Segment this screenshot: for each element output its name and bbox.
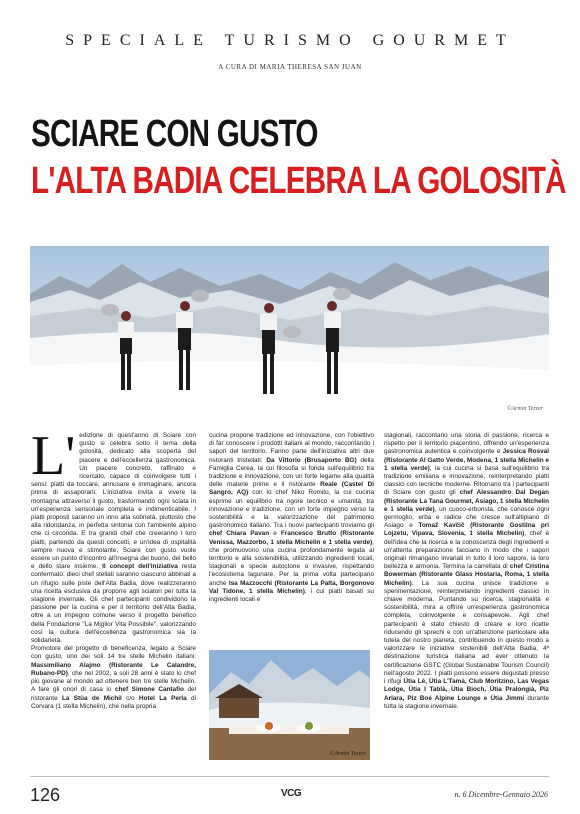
paragraph: Promotore del progetto di beneficenza, legato a Sciare con gusto, uno dei soli 14 tre stelle Michelin italiani: Massimiliano Alajmo (Ristorante Le Calandre, Rubano-PD), che nel 2002, a soli 28 anni è stato lo chef più giovane al mondo ad ottenere ben tre stelle Michelin. A fare gli onori di casa lo chef Simone Cantafio del ristorante La Stüa de Michil c/o Hotel La Perla di Corvara (1 stella Michelin), che nella propria bbox=[31, 645, 196, 710]
article-title: SCIARE CON GUSTO bbox=[31, 113, 318, 155]
magazine-logo: VCG bbox=[281, 788, 302, 799]
paragraph: edizione di quest'anno di Sciare con gusto si celebra sotto il tema della golosità, dedicato alla scoperta del piacere e dell'eccellenza gastronomica. Un piacere concreto, raffinato e ricercato, capace di coinvolgere tutti i sensi: piatti da toccare, annusare e immaginare, ancora prima di assaporarli. L'iniziativa invita a vivere la montagna attraverso il gusto, trasformando ogni sciata in un'esperienza sensoriale completa e indimenticabile. I piatti proposti saranno un inno alla sobrietà, piuttosto che alla ridondanza, in perfetta sintonia con l'ambiente alpino che ci circonda. E tra grandi chef che creeranno i loro piatti, partendo da questi concetti, e un'idea di ospitalità sempre nuova e stimolante, Sciare con gusto vuole essere un punto d'incontro all'insegna del buono, del bello e dello stare insieme. Il concept dell'iniziativa resta confermato: dieci chef stellati saranno ciascuno abbinati a un rifugio sulle piste dell'Alta Badia, dove realizzeranno una ricetta esclusiva da proporre agli sciatori per tutta la stagione invernale. Gli chef partecipanti condividono la passione per la cucina e per il territorio dell'Alta Badia, oltre a un impegno comune verso il progetto benefico della Fondazione "La Miglior Vita Possibile", valorizzando così la cultura dell'eccellenza gastronomica sia la solidarietà. bbox=[31, 432, 196, 645]
page-number: 126 bbox=[30, 785, 61, 805]
footer-divider bbox=[30, 776, 549, 777]
paragraph: cucina propone tradizione ed innovazione, con l'obiettivo di far conoscere i prodotti italiani al mondo, raccontando i sapori del territorio. Fanno parte dell'iniziativa altri due ristoranti tristellati: Da Vittorio (Brusaporto BG) della Famiglia Cerea, la cui filosofia si fonda sull'equilibrio tra tradizione e innovazione, con un forte legame alla qualità delle materie prime e il ristorante Reale (Castel Di Sangro, AQ) con lo chef Niko Romito, la cui cucina esprime un equilibrio tra rigore tecnico e umanità, tra innovazione e tradizione, con un forte impegno verso la sostenibilità e la valorizzazione del patrimonio gastronomico italiano. Tra i nuovi partecipanti troviamo gli chef Chiara Pavan e Francesco Brutto (Ristorante Venissa, Mazzorbo, 1 stella Michelin e 1 stella verde), che promuovono una cucina profondamente legata al territorio e alla sostenibilità, utilizzando ingredienti locali, stagionali e specie autoctone o invasive, rispettando l'ecosistema lagunare. Per la prima volta partecipano anche Isa Mazzocchi (Ristorante La Palta, Borgonovo Val Tidone, 1 stella Michelin), i cui piatti basati su ingredienti locali e bbox=[209, 432, 374, 604]
hero-photo-illustration bbox=[30, 246, 549, 416]
hero-photo bbox=[30, 246, 549, 416]
article-subtitle: L'ALTA BADIA CELEBRA LA GOLOSITÀ bbox=[31, 160, 566, 202]
article-column-3 bbox=[384, 432, 549, 764]
photo-credit: ©Armin Terzer bbox=[506, 406, 543, 412]
section-kicker: SPECIALE TURISMO GOURMET bbox=[65, 32, 515, 49]
photo-credit: ©Armin Terzer bbox=[329, 751, 366, 757]
secondary-photo bbox=[209, 650, 370, 760]
issue-info: n. 6 Dicembre-Gennaio 2026 bbox=[454, 790, 548, 799]
paragraph: stagionali, raccontano una storia di passione, ricerca e rispetto per il territorio piacentino, offrendo un'esperienza gastronomica autentica e coinvolgente e Jessica Rosval (Ristorante Al Gatto Verde, Modena, 1 stella Michelin e 1 stella verde), la cui cucina si basa sull'equilibrio tra tradizione emiliana e innovazione, reinterpretando piatti classici con tecniche moderne. Ritornano tra i partecipanti di Sciare con gusto gli chef Alessandro Dal Degan (Ristorante La Tana Gourmet, Asiago, 1 stella Michelin e 1 stella verde), un cuoco-erborista, che conosce ogni germoglio, erba e radice che cresce sull'altipiano di Asiago e Tomaž Kavčič (Ristorante Gostilna pri Lojzetu, Vipava, Slovenia, 1 stella Michelin), chef è dell'idea che la ricerca e la conoscenza degli ingredienti e un'attenta preparazione facciano in modo che i sapori originali rimangano invariati in tutto il loro sapore, la loro bellezza e armonia. Termina la carrellata di chef Cristina Bowerman (Ristorante Glass Hostaria, Roma, 1 stella Michelin). La sua cucina unisce tradizione e sperimentazione, reinterpretando ingredienti classici in chiave moderna. Puntando su ricerca, stagionalità e sostenibilità, mira a offrire un'esperienza gastronomica completa, coinvolgente e consapevole. Agli chef partecipanti è stato chiesto di creare e loro ricette riducendo gli sprechi e con un'attenzione particolare alla tutela del nostro pianeta, contribuendo in questo modo a valorizzare le iniziative sostenibili dell'Alta Badia, 4ª destinazione turistica italiana ad aver ottenuto la certificazione GSTC (Global Sustainable Tourism Council) nell'agosto 2022. I piatti possono essere degustati presso i rifugi Ütia Lè, Ütia L'Tamà, Club Moritzino, Las Vegas Lodge, Ütia I Tablà, Ütia Bioch, Ütia Pralongià, Piz Arlara, Piz Boé Alpine Lounge e Ütia Jimmi durante tutta la stagione invernale. bbox=[384, 432, 549, 710]
article-column-2 bbox=[209, 432, 374, 644]
secondary-photo-illustration bbox=[209, 650, 370, 760]
drop-cap: L' bbox=[31, 432, 76, 487]
article-column-1 bbox=[31, 432, 196, 764]
byline: A CURA DI MARIA THERESA SAN JUAN bbox=[218, 63, 362, 71]
